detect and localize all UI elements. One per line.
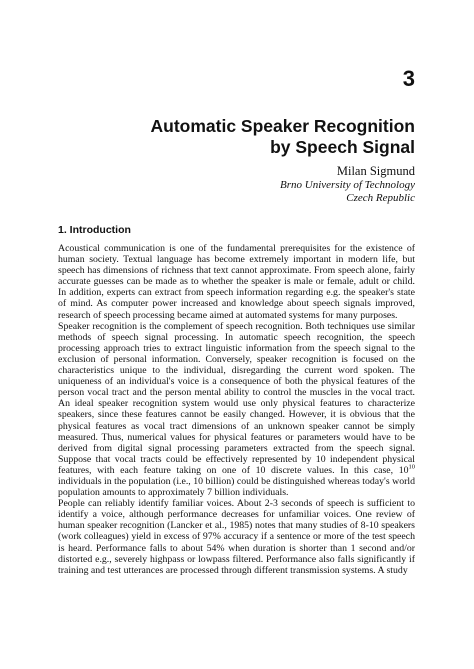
author-block: [280, 164, 415, 204]
author-name: Milan Sigmund: [336, 164, 415, 178]
paragraph-1: Acoustical communication is one of the fundamental prerequisites for the existence of human society. Textual language has become extremely important in modern life, but speech has dimensions of richness that text cannot approximate. From speech alone, fairly accurate guesses can be made as to whether the speaker is male or female, adult or child. In addition, experts can extract from speech information regarding e.g. the speaker's state of mind. As computer power increased and knowledge about speech signals improved, research of speech processing became aimed at automated systems for many purposes.: [58, 243, 415, 321]
chapter-title-line-2: by Speech Signal: [270, 137, 415, 157]
paragraph-2-text-a: Speaker recognition is the complement of speech recognition. Both techniques use similar methods of speech signal processing. In automatic speech recognition, the speech processing approach tries to extract linguistic information from the speech signal to the exclusion of personal information. Conversely, speaker recognition is focused on the characteristics unique to the individual, disregarding the current word spoken. The uniqueness of an individual's voice is a consequence of both the physical features of the person vocal tract and the person mental ability to control the muscles in the vocal tract. An ideal speaker recognition system would use only physical features to characterize speakers, since these features cannot be easily changed. However, it is obvious that the physical features as vocal tract dimensions of an unknown speaker cannot be simply measured. Thus, numerical values for physical features or parameters would have to be derived from digital signal processing parameters extracted from the speech signal. Suppose that vocal tracts could be effectively represented by 10 independent physical features, with each feature taking on one of 10 discrete values. In this case, 10: [58, 320, 415, 476]
paragraph-2: [58, 321, 415, 499]
author-affiliation-university: Brno University of Technology: [280, 179, 415, 191]
paragraph-3: People can reliably identify familiar voices. About 2-3 seconds of speech is sufficient to identify a voice, although performance decreases for unfamiliar voices. One review of human speaker recognition (Lancker et al., 1985) notes that many studies of 8-10 speakers (work colleagues) yield in excess of 97% accuracy if a sentence or more of the test speech is heard. Performance falls to about 54% when duration is shorter than 1 second and/or distorted e.g., severely highpass or lowpass filtered. Performance also falls significantly if training and test utterances are processed through different transmission systems. A study: [58, 498, 415, 576]
chapter-title: [75, 116, 415, 158]
chapter-number: 3: [402, 66, 415, 91]
author-affiliation-country: Czech Republic: [346, 191, 415, 204]
section-heading: 1. Introduction: [58, 224, 131, 236]
chapter-title-line-1: Automatic Speaker Recognition: [150, 116, 415, 136]
paragraph-2-superscript: 10: [408, 463, 415, 471]
body-text: [58, 243, 415, 576]
paragraph-2-text-b: individuals in the population (i.e., 10 billion) could be distinguished whereas today's world population amounts to approximately 7 billion individuals.: [58, 475, 415, 499]
